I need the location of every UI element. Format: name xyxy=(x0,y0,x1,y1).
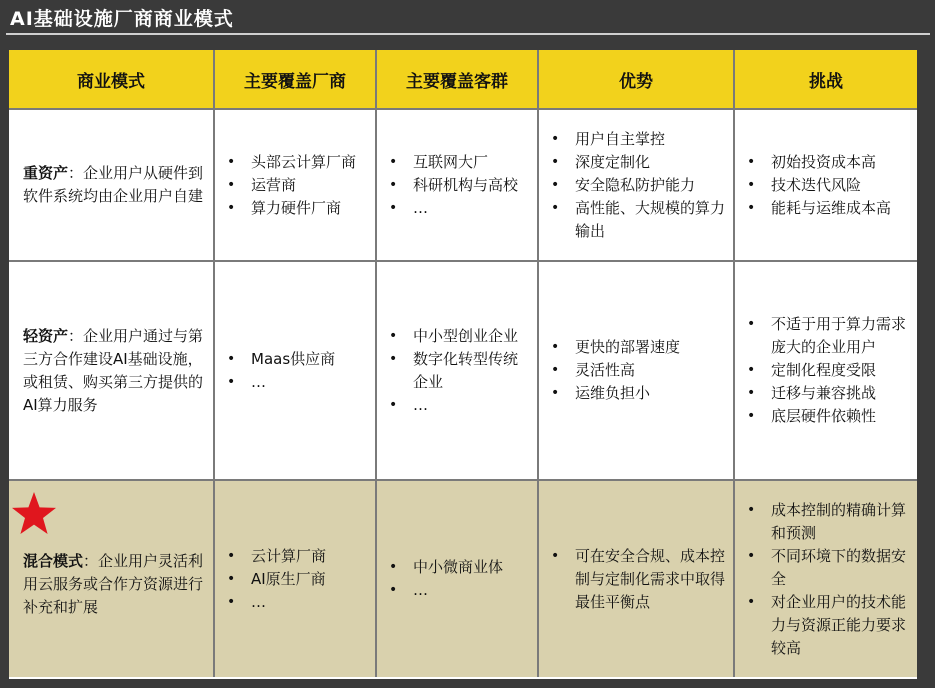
model-cell xyxy=(9,109,214,261)
business-model-table xyxy=(9,50,917,679)
model-name: 混合模式 xyxy=(23,551,84,570)
list-item: • 运维负担小 xyxy=(539,382,727,405)
list-item: • 迁移与兼容挑战 xyxy=(735,382,911,405)
list-item: • 不同环境下的数据安全 xyxy=(735,545,911,591)
model-description: ：企业用户从硬件到软件系统均由企业用户自建 xyxy=(23,164,204,205)
model-cell xyxy=(9,261,214,480)
list-item: • … xyxy=(215,371,369,394)
list-item: • 运营商 xyxy=(215,174,369,197)
header-advantages: 优势 xyxy=(538,50,734,109)
header-customers: 主要覆盖客群 xyxy=(376,50,538,109)
list-item: • 深度定制化 xyxy=(539,151,727,174)
list-item: • … xyxy=(377,394,531,417)
list-item: • Maas供应商 xyxy=(215,348,369,371)
header-vendors: 主要覆盖厂商 xyxy=(214,50,376,109)
header-business-model: 商业模式 xyxy=(9,50,214,109)
customers-cell xyxy=(376,480,538,677)
list-item: • 更快的部署速度 xyxy=(539,336,727,359)
list-item: • 对企业用户的技术能力与资源正能力要求较高 xyxy=(735,591,911,660)
challenges-cell xyxy=(734,109,917,261)
table-row-heavy-asset xyxy=(9,109,917,261)
list-item: • 中小微商业体 xyxy=(377,556,531,579)
table-row-hybrid xyxy=(9,480,917,677)
challenges-cell xyxy=(734,261,917,480)
list-item: • 技术迭代风险 xyxy=(735,174,911,197)
list-item: • 成本控制的精确计算和预测 xyxy=(735,499,911,545)
list-item: • 底层硬件依赖性 xyxy=(735,405,911,428)
list-item: • 用户自主掌控 xyxy=(539,128,727,151)
model-name: 轻资产 xyxy=(23,326,69,345)
advantages-cell xyxy=(538,261,734,480)
model-description: ：企业用户灵活利用云服务或合作方资源进行补充和扩展 xyxy=(23,551,204,616)
list-item: • 算力硬件厂商 xyxy=(215,197,369,220)
table xyxy=(9,50,917,677)
list-item: • 中小型创业企业 xyxy=(377,325,531,348)
list-item: • 安全隐私防护能力 xyxy=(539,174,727,197)
vendors-cell xyxy=(214,261,376,480)
vendors-cell xyxy=(214,480,376,677)
model-description: ：企业用户通过与第三方合作建设AI基础设施，或租赁、购买第三方提供的AI算力服务 xyxy=(23,326,204,414)
list-item: • 定制化程度受限 xyxy=(735,359,911,382)
list-item: • AI原生厂商 xyxy=(215,568,369,591)
advantages-cell xyxy=(538,480,734,677)
table-header-row xyxy=(9,50,917,109)
title-divider xyxy=(6,33,930,35)
customers-cell xyxy=(376,109,538,261)
list-item: • … xyxy=(377,579,531,602)
list-item: • 初始投资成本高 xyxy=(735,151,911,174)
list-item: • 灵活性高 xyxy=(539,359,727,382)
list-item: • 互联网大厂 xyxy=(377,151,531,174)
model-cell xyxy=(9,480,214,677)
list-item: • 高性能、大规模的算力输出 xyxy=(539,197,727,243)
page-title: AI基础设施厂商商业模式 xyxy=(10,8,234,30)
list-item: • … xyxy=(215,591,369,614)
title-bar xyxy=(0,0,935,34)
list-item: • 可在安全合规、成本控制与定制化需求中取得最佳平衡点 xyxy=(539,545,727,614)
list-item: • 能耗与运维成本高 xyxy=(735,197,911,220)
list-item: • 云计算厂商 xyxy=(215,545,369,568)
model-name: 重资产 xyxy=(23,164,69,182)
star-icon xyxy=(11,491,57,535)
header-challenges: 挑战 xyxy=(734,50,917,109)
list-item: • 数字化转型传统企业 xyxy=(377,348,531,394)
vendors-cell xyxy=(214,109,376,261)
table-row-light-asset xyxy=(9,261,917,480)
list-item: • 不适于用于算力需求庞大的企业用户 xyxy=(735,313,911,359)
customers-cell xyxy=(376,261,538,480)
list-item: • 科研机构与高校 xyxy=(377,174,531,197)
challenges-cell xyxy=(734,480,917,677)
advantages-cell xyxy=(538,109,734,261)
list-item: • 头部云计算厂商 xyxy=(215,151,369,174)
list-item: • … xyxy=(377,197,531,220)
